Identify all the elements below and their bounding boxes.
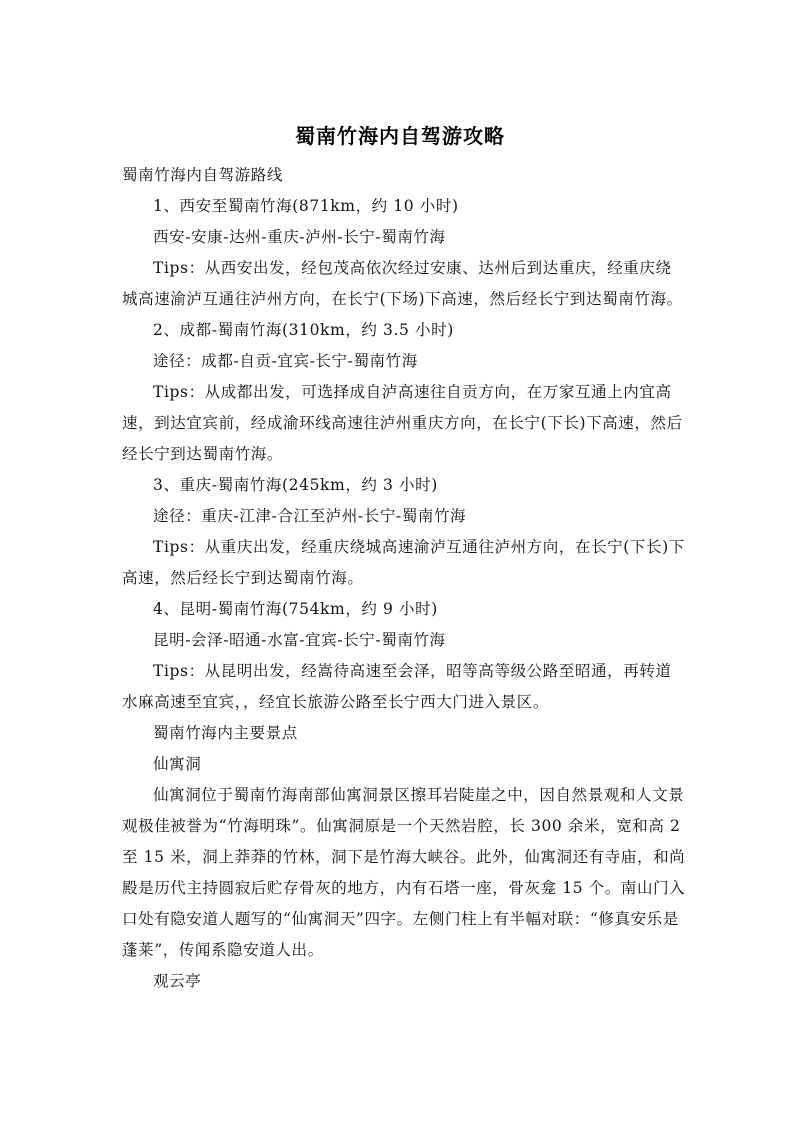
- attraction-description: 仙寓洞位于蜀南竹海南部仙寓洞景区擦耳岩陡崖之中，因自然景观和人文景观极佳被誉为“竹海明珠”。仙寓洞原是一个天然岩腔，长 300 余米，宽和高 2 至 15 米，洞上莽莽的竹林，洞下是竹海大峡谷。此外，仙寓洞还有寺庙，和尚殿是历代主持圆寂后贮存骨灰的地方，内有石塔一座，骨灰龛 15 个。南山门入口处有隐安道人题写的“仙寓洞天”四字。左侧门柱上有半幅对联：“修真安乐是蓬莱”，传闻系隐安道人出。: [122, 786, 686, 959]
- route-tips: Tips：从成都出发，可选择成自泸高速往自贡方向，在万家互通上内宜高速，到达宜宾前，经成渝环线高速往泸州重庆方向，在长宁(下长)下高速，然后经长宁到达蜀南竹海。: [122, 383, 683, 463]
- route-heading: 1、西安至蜀南竹海(871km，约 10 小时): [153, 197, 459, 215]
- route-path: 途径：重庆-江津-合江至泸州-长宁-蜀南竹海: [153, 507, 467, 525]
- attraction-name: 仙寓洞: [153, 755, 202, 773]
- route-path: 昆明-会泽-昭通-水富-宜宾-长宁-蜀南竹海: [153, 631, 446, 649]
- attraction-name: 观云亭: [153, 972, 202, 990]
- route-path: 途径：成都-自贡-宜宾-长宁-蜀南竹海: [153, 352, 418, 370]
- document-body: [122, 160, 686, 997]
- route-heading: 2、成都-蜀南竹海(310km，约 3.5 小时): [153, 321, 454, 339]
- route-tips: Tips：从重庆出发，经重庆绕城高速渝泸互通往泸州方向，在长宁(下长)下高速，然后经长宁到达蜀南竹海。: [122, 538, 685, 587]
- route-heading: 3、重庆-蜀南竹海(245km，约 3 小时): [153, 476, 438, 494]
- document-title: 蜀南竹海内自驾游攻略: [295, 124, 505, 148]
- route-tips: Tips：从昆明出发，经嵩待高速至会泽，昭等高等级公路至昭通，再转道水麻高速至宜宾，，经宜长旅游公路至长宁西大门进入景区。: [122, 662, 672, 711]
- attractions-section-heading: 蜀南竹海内主要景点: [153, 724, 298, 742]
- route-tips: Tips：从西安出发，经包茂高依次经过安康、达州后到达重庆，经重庆绕城高速渝泸互通往泸州方向，在长宁(下场)下高速，然后经长宁到达蜀南竹海。: [122, 259, 683, 308]
- route-section-heading: 蜀南竹海内自驾游路线: [122, 166, 284, 184]
- route-path: 西安-安康-达州-重庆-泸州-长宁-蜀南竹海: [153, 228, 446, 246]
- route-heading: 4、昆明-蜀南竹海(754km，约 9 小时): [153, 600, 438, 618]
